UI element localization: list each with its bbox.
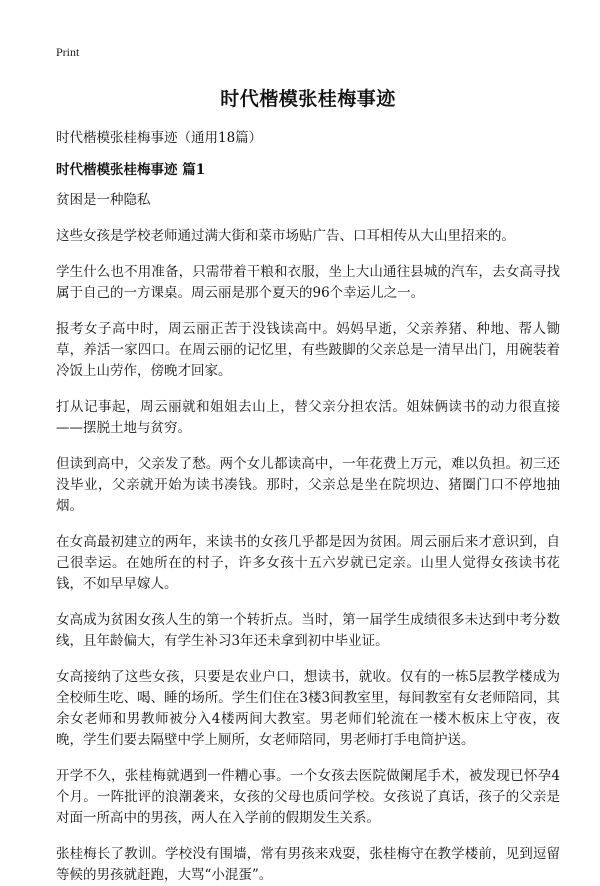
paragraph: 这些女孩是学校老师通过满大街和菜市场贴广告、口耳相传从大山里招来的。 bbox=[56, 228, 515, 244]
section-heading: 时代楷模张桂梅事迹 篇1 bbox=[56, 162, 206, 178]
paragraph: 贫困是一种隐私 bbox=[56, 192, 151, 208]
paragraph: 但读到高中，父亲发了愁。两个女儿都读高中，一年花费上万元，难以负担。初三还没毕业，父亲就开始为读书凑钱。那时，父亲总是坐在院坝边、猪圈门口不停地抽烟。 bbox=[56, 456, 560, 514]
paragraph: 开学不久，张桂梅就遇到一件糟心事。一个女孩去医院做阑尾手术，被发现已怀孕4个月。一阵批评的浪潮袭来，女孩的父母也质问学校。女孩说了真话，孩子的父亲是对面一所高中的男孩，两人在入学前的假期发生关系。 bbox=[56, 768, 560, 826]
paragraph: 报考女子高中时，周云丽正苦于没钱读高中。妈妈早逝，父亲养猪、种地、帮人锄草，养活一家四口。在周云丽的记忆里，有些跛脚的父亲总是一清早出门，用碗装着冷饭上山劳作，傍晚才回家。 bbox=[56, 321, 560, 379]
paragraph: 女高接纳了这些女孩，只要是农业户口，想读书，就收。仅有的一栋5层教学楼成为全校师生吃、喝、睡的场所。学生们住在3楼3间教室里，每间教室有女老师陪同，其余女老师和男教师被分入4楼两间大教室。男老师们轮流在一楼木板床上守夜，夜晚，学生们要去隔壁中学上厕所，女老师陪同，男老师打手电筒护送。 bbox=[56, 669, 560, 748]
paragraph: 张桂梅长了教训。学校没有围墙，常有男孩来戏耍，张桂梅守在教学楼前，见到逗留等候的男孩就赶跑，大骂“小混蛋”。 bbox=[56, 846, 560, 883]
article-body bbox=[56, 190, 560, 886]
paragraph: 女高成为贫困女孩人生的第一个转折点。当时，第一届学生成绩很多未达到中考分数线，且年龄偏大，有学生补习3年还未拿到初中毕业证。 bbox=[56, 612, 560, 649]
paragraph: 学生什么也不用准备，只需带着干粮和衣服，坐上大山通往县城的汽车，去女高寻找属于自己的一方课桌。周云丽是那个夏天的96个幸运儿之一。 bbox=[56, 264, 560, 301]
document-title: 时代楷模张桂梅事迹 bbox=[220, 88, 396, 110]
document-subtitle: 时代楷模张桂梅事迹（通用18篇） bbox=[56, 130, 263, 146]
print-label: Print bbox=[56, 45, 80, 59]
paragraph: 打从记事起，周云丽就和姐姐去山上，替父亲分担农活。姐妹俩读书的动力很直接——摆脱土地与贫穷。 bbox=[56, 399, 560, 436]
paragraph: 在女高最初建立的两年，来读书的女孩几乎都是因为贫困。周云丽后来才意识到，自己很幸运。在她所在的村子，许多女孩十五六岁就已定亲。山里人觉得女孩读书花钱，不如早早嫁人。 bbox=[56, 534, 560, 592]
